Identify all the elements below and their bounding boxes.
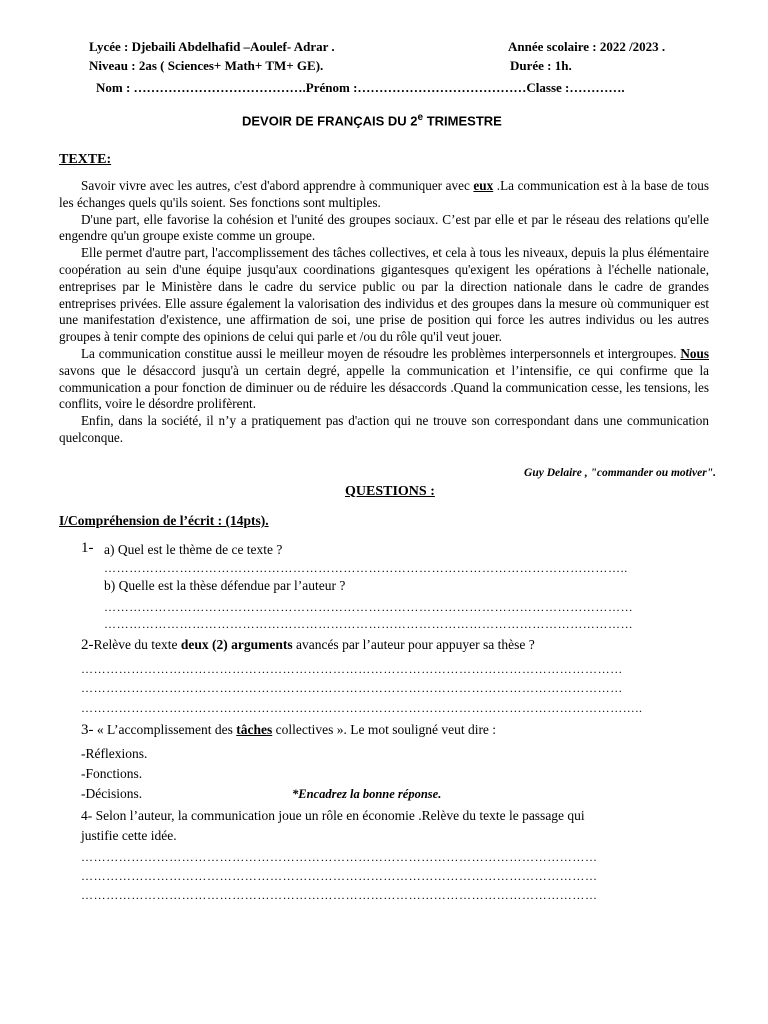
- p4-text-a: La communication constitue aussi le meilleur moyen de résoudre les problèmes interpersonnels et intergroupes.: [81, 345, 681, 361]
- school-year: Année scolaire : 2022 /2023 .: [508, 39, 666, 54]
- paragraph-3: Elle permet d'autre part, l'accomplissement des tâches collectives, et cela à tous les niveaux, depuis la plus élémentaire coopération au sein d'une équipe jusqu'aux coordinations gigantesques qu'exigent les opérations à l'échelle nationale, entreprises par le Ministère dans le cadre du service public ou par la direction nationale dans le cadre de grandes entreprises privées. Elle assure également la valorisation des individus et des groupes dans la mesure où communiquer est une manifestation d'existence, une affirmation de soi, une prise de position qui force les autres individus ou les autres groupes à tenir compte des opinions de celui qui parle et /ou du rôle qu'il veut jouer.: [59, 245, 709, 345]
- title-main: DEVOIR DE FRANÇAIS DU 2: [242, 113, 418, 129]
- p4-text-b: savons que le désaccord jusqu'à un certain degré, appelle la communication et l’intensifie, ce qui confirme que la communication a pour fonction de diminuer ou de réduire les désaccords .Quand la communication cesse, les tensions, les conflits, voire le désordre prolifèrent.: [59, 362, 709, 412]
- question-2-text-b: avancés par l’auteur pour appuyer sa thèse ?: [292, 637, 535, 652]
- question-1-number: 1-: [81, 540, 94, 556]
- page-title: [242, 112, 502, 128]
- p4-underlined-word: Nous: [680, 345, 709, 361]
- question-2-text-a: Relève du texte: [93, 637, 181, 652]
- option-fonctions[interactable]: -Fonctions.: [81, 766, 143, 781]
- answer-line-1b-2[interactable]: ………………………………………………………………………………………………………………: [104, 617, 634, 631]
- paragraph-2: D'une part, elle favorise la cohésion et l'unité des groupes sociaux. C’est par elle et par le réseau des relations qu'elle engendre qu'un groupe existe comme un groupe.: [59, 211, 709, 244]
- answer-line-2-3[interactable]: ……………………………………………………………………………………………………………………..: [81, 701, 643, 715]
- question-1b: b) Quelle est la thèse défendue par l’auteur ?: [104, 578, 346, 593]
- paragraph-4: [59, 346, 709, 413]
- paragraph-5: Enfin, dans la société, il n’y a pratiquement pas d'action qui ne trouve son correspondant dans une communication quelconque.: [59, 413, 709, 445]
- duration: Durée : 1h.: [510, 58, 572, 73]
- question-1a: a) Quel est le thème de ce texte ?: [104, 542, 283, 557]
- student-info-line: Nom : ………………………………….Prénom :…………………………………Classe :………….: [96, 80, 625, 95]
- answer-line-4-3[interactable]: ……………………………………………………………………………………………………………: [81, 888, 598, 902]
- p1-underlined-word: eux: [473, 178, 494, 193]
- answer-line-4-1[interactable]: ……………………………………………………………………………………………………………: [81, 850, 598, 864]
- school-name: Lycée : Djebaili Abdelhafid –Aoulef- Adrar .: [89, 39, 335, 54]
- text-source: Guy Delaire , "commander ou motiver".: [524, 467, 716, 479]
- level: Niveau : 2as ( Sciences+ Math+ TM+ GE).: [89, 58, 324, 73]
- question-3: [81, 722, 496, 739]
- option-decisions[interactable]: -Décisions.: [81, 786, 143, 801]
- question-3-instruction: *Encadrez la bonne réponse.: [292, 787, 442, 801]
- question-2: [81, 637, 535, 654]
- question-2-bold: deux (2) arguments: [180, 637, 293, 652]
- answer-line-2-2[interactable]: …………………………………………………………………………………………………………………: [81, 681, 623, 695]
- answer-line-1b-1[interactable]: ………………………………………………………………………………………………………………: [104, 600, 634, 614]
- section-comprehension: I/Compréhension de l’écrit : (14pts).: [59, 513, 269, 528]
- p1-text-a: Savoir vivre avec les autres, c'est d'abord apprendre à communiquer avec: [81, 178, 474, 193]
- question-4-line-1: 4- Selon l’auteur, la communication joue un rôle en économie .Relève du texte le passage qui: [81, 808, 585, 823]
- question-3-number: 3-: [81, 722, 94, 738]
- answer-line-1a[interactable]: ……………………………………………………………………………………………………………..: [104, 561, 628, 575]
- option-reflexions[interactable]: -Réflexions.: [81, 746, 148, 761]
- p1-text-b: .La communication est à la base de tous les échanges quels qu'ils soient. Ses fonctions sont multiples.: [59, 178, 709, 210]
- paragraph-1: [59, 178, 709, 212]
- title-sup: e: [417, 112, 424, 123]
- answer-line-4-2[interactable]: ……………………………………………………………………………………………………………: [81, 869, 598, 883]
- question-2-number: 2-: [81, 637, 94, 653]
- question-3-text-b: collectives ». Le mot souligné veut dire :: [272, 722, 497, 737]
- question-4-line-2: justifie cette idée.: [81, 828, 177, 843]
- text-heading: TEXTE:: [59, 152, 112, 167]
- question-3-underlined: tâches: [236, 722, 273, 737]
- text-body: [59, 178, 709, 447]
- title-end: TRIMESTRE: [423, 113, 502, 129]
- answer-line-2-1[interactable]: …………………………………………………………………………………………………………………: [81, 662, 623, 676]
- question-3-text-a: « L’accomplissement des: [93, 722, 237, 737]
- questions-heading: QUESTIONS :: [345, 484, 435, 499]
